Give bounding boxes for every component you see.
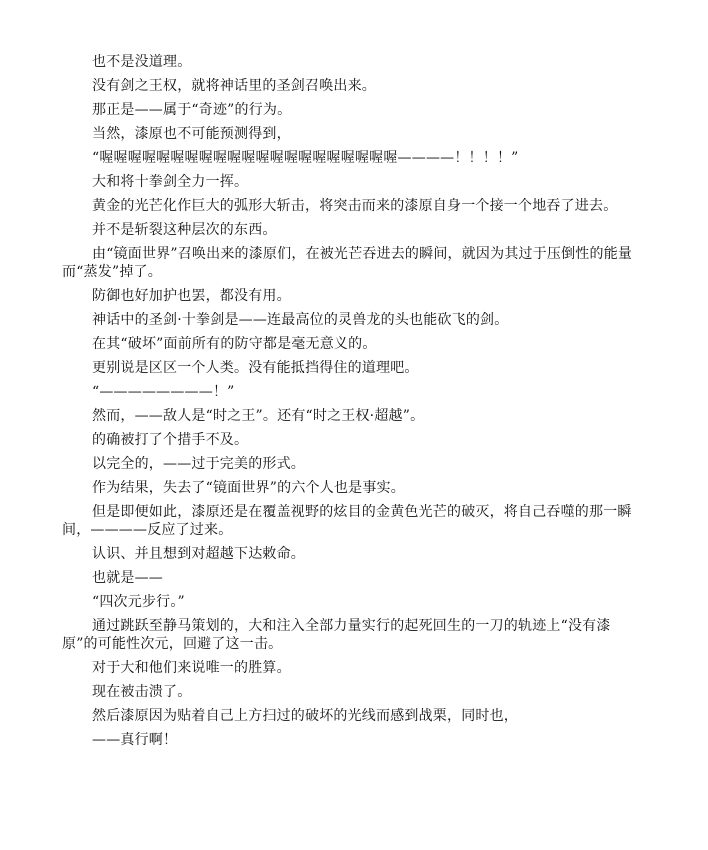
paragraph: 通过跳跃至静马策划的，大和注入全部力量实行的起死回生的一刀的轨迹上“没有漆原”的可能性次元，回避了这一击。	[62, 618, 611, 652]
text-column	[62, 53, 640, 755]
paragraph: 对于大和他们来说唯一的胜算。	[92, 660, 291, 676]
paragraph: 然而，——敌人是“时之王”。还有“时之王权·超越”。	[92, 408, 425, 424]
paragraph: 大和将十拳剑全力一挥。	[92, 174, 249, 190]
paragraph: ——真行啊！	[92, 732, 178, 748]
paragraph: 作为结果，失去了“镜面世界”的六个人也是事实。	[92, 480, 405, 496]
paragraph: 的确被打了个措手不及。	[92, 432, 249, 448]
paragraph: 在其“破坏”面前所有的防守都是毫无意义的。	[92, 336, 377, 352]
paragraph: 黄金的光芒化作巨大的弧形大斩击，将突击而来的漆原自身一个接一个地吞了进去。	[92, 198, 618, 214]
paragraph: 防御也好加护也罢，都没有用。	[92, 288, 291, 304]
paragraph: 没有剑之王权，就将神话里的圣剑召唤出来。	[92, 78, 376, 94]
paragraph: 也就是——	[92, 570, 163, 586]
paragraph: 以完全的，——过于完美的形式。	[92, 456, 305, 472]
paragraph: 然后漆原因为贴着自己上方扫过的破坏的光线而感到战栗，同时也，	[92, 708, 518, 724]
paragraph: 并不是斩裂这种层次的东西。	[92, 222, 277, 238]
paragraph: 认识、并且想到对超越下达敕命。	[92, 546, 305, 562]
paragraph: 现在被击溃了。	[92, 684, 192, 700]
paragraph: 也不是没道理。	[92, 54, 192, 70]
paragraph: 更别说是区区一个人类。没有能抵挡得住的道理吧。	[92, 360, 419, 376]
paragraph: 当然，漆原也不可能预测得到，	[92, 126, 291, 142]
paragraph: 但是即便如此，漆原还是在覆盖视野的炫目的金黄色光芒的破灭，将自己吞噬的那一瞬间，————反应了过来。	[62, 504, 632, 538]
paragraph: “喔喔喔喔喔喔喔喔喔喔喔喔喔喔喔喔喔喔喔喔喔————！！！！”	[92, 150, 519, 166]
paragraph: 由“镜面世界”召唤出来的漆原们，在被光芒吞进去的瞬间，就因为其过于压倒性的能量而“蒸发”掉了。	[62, 246, 633, 280]
paragraph: “四次元步行。”	[92, 594, 185, 610]
paragraph: 那正是——属于“奇迹”的行为。	[92, 102, 292, 118]
paragraph: “————————！”	[92, 384, 235, 400]
paragraph: 神话中的圣剑·十拳剑是——连最高位的灵兽龙的头也能砍飞的剑。	[92, 312, 509, 328]
